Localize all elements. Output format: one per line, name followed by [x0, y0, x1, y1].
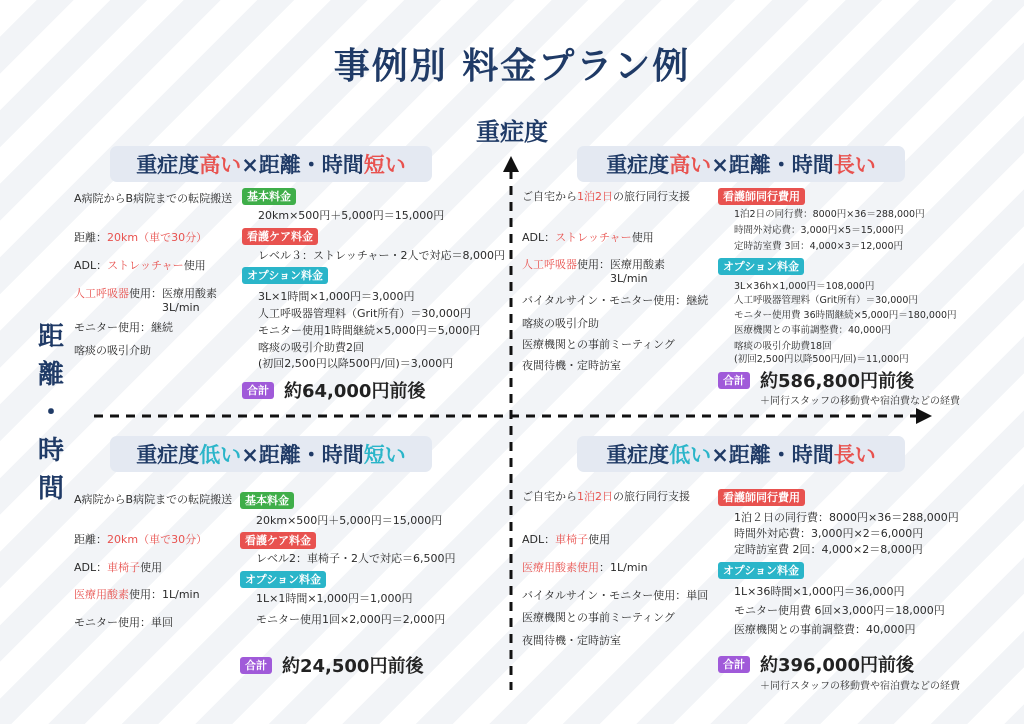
q4-oxygen: 医療用酸素使用：1L/min [522, 561, 648, 574]
q4-line: 時間外対応費：3,000円×2＝6,000円 [734, 527, 924, 540]
q4-line: 定時訪室費 2回：4,000×2＝8,000円 [734, 543, 923, 556]
q1-oxygen: 3L/min [162, 301, 200, 314]
q1-basic-fee-badge: 基本料金 [242, 188, 296, 205]
q2-total: 約586,800円前後 [760, 371, 914, 392]
q4-total-badge: 合計 [718, 656, 750, 673]
axis-char: 時 [37, 436, 64, 466]
q3-total: 約24,500円前後 [282, 656, 424, 677]
axis-char: 離 [37, 360, 64, 390]
q2-line: 定時訪室費 3回：4,000×3＝12,000円 [734, 241, 904, 252]
q4-total: 約396,000円前後 [760, 655, 914, 676]
page-title: 事例別 料金プラン例 [333, 46, 691, 87]
q1-ventilator: 人工呼吸器使用：医療用酸素 [74, 287, 217, 300]
q4-option-fee-badge: オプション料金 [718, 562, 804, 579]
q1-total: 約64,000円前後 [284, 381, 426, 402]
q3-oxygen: 医療用酸素使用：1L/min [74, 588, 200, 601]
q2-option-fee-badge: オプション料金 [718, 258, 804, 275]
q3-adl: ADL：車椅子使用 [74, 561, 163, 574]
q3-care-fee-badge: 看護ケア料金 [240, 532, 316, 549]
q4-line: モニター使用費 6回×3,000円＝18,000円 [734, 604, 945, 617]
q4-meeting: 医療機関との事前ミーティング [522, 611, 675, 624]
q2-line: モニター使用費 36時間継続×5,000円＝180,000円 [734, 310, 957, 321]
q3-case: A病院からB病院までの転院搬送 [74, 493, 233, 506]
q3-line: 1L×1時間×1,000円＝1,000円 [256, 592, 413, 605]
q3-line: モニター使用1回×2,000円＝2,000円 [256, 613, 446, 626]
q2-meeting: 医療機関との事前ミーティング [522, 338, 675, 351]
q2-note: ＋同行スタッフの移動費や宿泊費などの経費 [760, 396, 960, 407]
q1-line: (初回2,500円以降500円/回)＝3,000円 [258, 357, 454, 370]
q4-line: 1泊２日の同行費：8000円×36＝288,000円 [734, 511, 959, 524]
q4-header: 重症度 低い ×距離・時間 長い [577, 436, 905, 472]
vertical-axis-arrow-icon [503, 156, 519, 172]
q1-monitor: モニター使用：継続 [74, 321, 173, 334]
q2-suction: 喀痰の吸引介助 [522, 317, 599, 330]
q4-note: ＋同行スタッフの移動費や宿泊費などの経費 [760, 681, 960, 692]
q4-line: 1L×36時間×1,000円＝36,000円 [734, 585, 905, 598]
q2-case: ご自宅から1泊2日の旅行同行支援 [522, 190, 690, 203]
q1-case: A病院からB病院までの転院搬送 [74, 192, 233, 205]
q2-adl: ADL：ストレッチャー使用 [522, 231, 654, 244]
axis-char: 距 [37, 322, 64, 352]
q1-total-badge: 合計 [242, 382, 274, 399]
horizontal-axis-arrow-icon [916, 408, 932, 424]
q4-case: ご自宅から1泊2日の旅行同行支援 [522, 490, 690, 503]
q1-line: レベル３：ストレッチャー・2人で対応＝8,000円 [258, 249, 506, 262]
q4-nurse-fee-badge: 看護師同行費用 [718, 489, 805, 506]
q3-basic-fee-badge: 基本料金 [240, 492, 294, 509]
q1-header: 重症度 高い ×距離・時間 短い [110, 146, 432, 182]
q3-monitor: モニター使用：単回 [74, 616, 173, 629]
q3-distance: 距離：20km（車で30分） [74, 533, 208, 546]
q4-line: 医療機関との事前調整費：40,000円 [734, 623, 916, 636]
q1-adl: ADL：ストレッチャー使用 [74, 259, 206, 272]
q1-option-fee-badge: オプション料金 [242, 267, 328, 284]
q2-ventilator: 人工呼吸器使用：医療用酸素 [522, 258, 665, 271]
q1-care-fee-badge: 看護ケア料金 [242, 228, 318, 245]
q2-line: 1泊2日の同行費：8000円×36＝288,000円 [734, 209, 925, 220]
q3-option-fee-badge: オプション料金 [240, 571, 326, 588]
q1-line: 人工呼吸器管理料（Grit所有）＝30,000円 [258, 307, 471, 320]
q2-line: (初回2,500円以降500円/回)＝11,000円 [734, 354, 909, 365]
q2-line: 3L×36h×1,000円＝108,000円 [734, 281, 875, 292]
q2-line: 時間外対応費：3,000円×5＝15,000円 [734, 225, 904, 236]
q2-line: 人工呼吸器管理料（Grit所有）＝30,000円 [734, 295, 918, 306]
q4-vitals: バイタルサイン・モニター使用：単回 [522, 589, 709, 602]
axis-char: ・ [37, 398, 64, 428]
q2-total-badge: 合計 [718, 372, 750, 389]
q3-line: 20km×500円＋5,000円＝15,000円 [256, 514, 443, 527]
q3-total-badge: 合計 [240, 657, 272, 674]
q2-line: 喀痰の吸引介助費18回 [734, 341, 832, 352]
q1-line: 3L×1時間×1,000円＝3,000円 [258, 290, 415, 303]
q1-suction: 喀痰の吸引介助 [74, 344, 151, 357]
axis-char: 間 [37, 474, 64, 504]
q1-distance: 距離：20km（車で30分） [74, 231, 208, 244]
q2-oxygen: 3L/min [610, 272, 648, 285]
q1-line: 喀痰の吸引介助費2回 [258, 341, 364, 354]
axis-severity-label: 重症度 [476, 118, 548, 146]
q1-line: 20km×500円＋5,000円＝15,000円 [258, 209, 445, 222]
q2-line: 医療機関との事前調整費：40,000円 [734, 325, 891, 336]
q4-night: 夜間待機・定時訪室 [522, 634, 621, 647]
q3-header: 重症度 低い ×距離・時間 短い [110, 436, 432, 472]
q3-line: レベル2：車椅子・2人で対応＝6,500円 [256, 552, 456, 565]
q2-header: 重症度 高い ×距離・時間 長い [577, 146, 905, 182]
q2-nurse-fee-badge: 看護師同行費用 [718, 188, 805, 205]
q1-line: モニター使用1時間継続×5,000円＝5,000円 [258, 324, 481, 337]
q2-vitals: バイタルサイン・モニター使用：継続 [522, 294, 709, 307]
q4-adl: ADL：車椅子使用 [522, 533, 611, 546]
q2-night: 夜間待機・定時訪室 [522, 359, 621, 372]
